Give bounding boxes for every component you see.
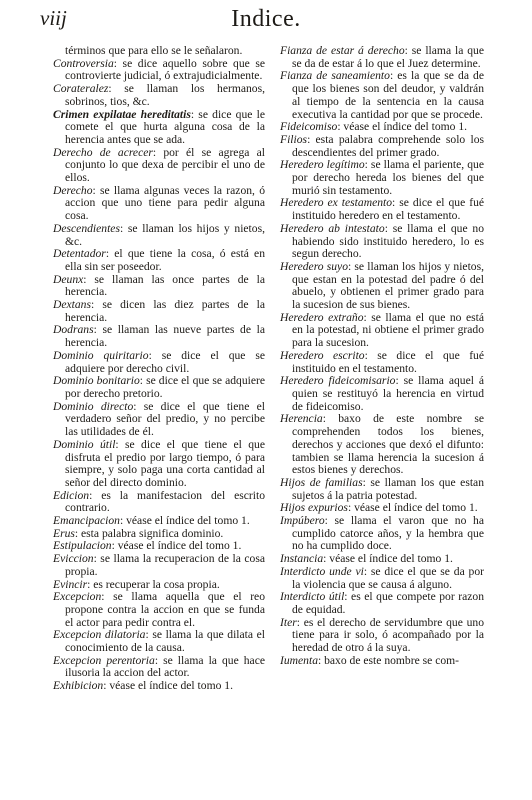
index-entry	[53, 185, 265, 223]
index-term: Hijos de familias	[280, 475, 363, 489]
index-term: Hijos expurios	[280, 501, 348, 515]
index-entry	[280, 197, 484, 222]
index-definition: : se llaman los hijos y nietos, &c.	[65, 221, 265, 248]
index-entry	[280, 45, 484, 70]
index-term: Dominio bonitario	[53, 374, 140, 388]
index-entry	[280, 477, 484, 502]
index-term: Evincir	[53, 577, 88, 591]
index-entry	[53, 83, 265, 108]
index-term: Heredero extraño	[280, 310, 364, 324]
index-definition: : véase el índice del tomo 1.	[347, 501, 478, 515]
index-definition: : se llaman las once partes de la herencia.	[65, 272, 265, 299]
index-term: Excepcion	[53, 590, 102, 604]
index-entry	[53, 439, 265, 490]
index-definition: : se llama aquel á quien se restituyó la herencia en virtud de fideicomiso.	[292, 374, 484, 413]
index-definition: : se llaman los hermanos, sobrinos, tios, &c.	[65, 82, 265, 108]
index-term: Detentador	[53, 247, 106, 261]
index-term: Iter	[280, 615, 297, 629]
index-entry	[280, 159, 484, 197]
index-entry	[280, 515, 484, 553]
index-term: Heredero ex testamento	[280, 196, 393, 210]
index-term: Fianza de saneamiento	[280, 69, 390, 83]
index-entry	[53, 350, 265, 375]
index-definition: : es la manifestacion del escrito contrario.	[65, 488, 265, 515]
index-term: Heredero escrito	[280, 348, 365, 362]
index-entry	[280, 617, 484, 655]
index-entry	[280, 655, 484, 668]
index-entry	[53, 553, 265, 578]
index-entry	[53, 109, 265, 147]
index-term: Edicion	[53, 488, 90, 502]
index-entry	[53, 375, 265, 400]
index-definition: : es recuperar la cosa propia.	[87, 577, 220, 591]
index-definition: : baxo de este nombre se comprehenden todos los bienes, derechos y acciones que dexó el difunto: tambien se llama herencia la sucesion á estos bienes y derechos.	[292, 412, 484, 477]
index-definition: : se llama la que dilata el conocimiento de la causa.	[65, 628, 266, 655]
index-entry	[280, 134, 484, 159]
index-term: Interdicto útil	[280, 590, 345, 604]
index-term: Estipulacion	[53, 539, 112, 553]
index-term: Deunx	[53, 272, 84, 286]
index-term: Heredero legítimo	[280, 158, 365, 172]
index-entry	[53, 299, 265, 324]
index-entry	[53, 58, 265, 83]
index-term: Excepcion dilatoria	[53, 628, 146, 642]
index-definition: : se llama el que no está en la potestad, ni obtiene el primer grado para la sucesion.	[292, 310, 484, 350]
index-term: Erus	[53, 526, 75, 540]
index-term: Herencia	[280, 412, 323, 426]
index-definition: : se llama el varon que no ha cumplido catorce años, y la hembra que no ha cumplido doce.	[292, 514, 484, 553]
index-entry	[53, 680, 265, 693]
index-definition: : se llama la que hace ilusoria la accion del actor.	[65, 653, 265, 680]
index-term: Derecho	[53, 183, 93, 197]
index-entry	[53, 401, 265, 439]
index-entry	[53, 147, 265, 185]
index-definition: : se llama algunas veces la razon, ó accion que uno tiene para pedir alguna cosa.	[65, 183, 265, 223]
index-definition: : véase el índice del tomo 1.	[119, 514, 250, 528]
index-definition: : se dice el que se adquiere por derecho pretorio.	[65, 374, 265, 400]
index-definition: : véase el índice del tomo 1.	[103, 679, 233, 693]
index-term: Instancia	[280, 552, 324, 566]
index-entry	[280, 591, 484, 616]
index-entry	[280, 261, 484, 312]
index-definition: : esta palabra comprehende solo los descendientes del primer grado.	[292, 132, 484, 159]
index-definition: : se dice que le comete el que hurta alguna cosa de la herencia antes que se ada.	[65, 107, 265, 146]
index-entry	[280, 350, 484, 375]
index-term: Interdicto unde vi	[280, 564, 364, 578]
index-definition: : se llama la que se da de estar á lo que el Juez determine.	[292, 44, 484, 70]
index-definition: : se llama el que no habiendo sido instituido heredero, lo es segun derecho.	[292, 221, 484, 261]
index-definition: : se dice el que fué instituido en el testamento.	[292, 348, 484, 375]
index-entry	[53, 223, 265, 248]
index-entry	[53, 274, 265, 299]
index-definition: : se dice el que tiene el verdadero señor del predio, y no percibe las utilidades de él.	[65, 399, 265, 439]
index-entry	[53, 248, 265, 273]
index-definition: : se llaman las nueve partes de la herencia.	[65, 323, 265, 350]
index-term: Descendientes	[53, 221, 120, 235]
index-definition: : se llaman los hijos y nietos, que estan en la potestad del padre ó del abuelo, y obtienen el primer grado para la sucesion de sus bienes.	[292, 259, 485, 312]
index-definition: : esta palabra significa dominio.	[74, 526, 224, 540]
index-term: Dodrans	[53, 323, 94, 337]
index-definition: : se llama aquella que el reo propone contra la accion en que se funda el actor para pedir contra el.	[65, 590, 265, 629]
left-column	[53, 45, 265, 693]
index-definition: : es la que se da de que los bienes son del deudor, y valdrán al tiempo de la sentencia en la causa executiva la cantidad por que se procede.	[292, 69, 484, 121]
index-term: Controversia	[53, 56, 114, 70]
index-entry	[280, 223, 484, 261]
index-term: Heredero suyo	[280, 259, 349, 273]
index-definition: : se llama el pariente, que por derecho hereda los bienes del que murió sin testamento.	[292, 158, 484, 197]
index-definition: términos que para ello se le señalaron.	[65, 44, 243, 57]
index-entry	[280, 312, 484, 350]
index-entry	[53, 490, 265, 515]
index-term: Crimen expilatae hereditatis	[53, 107, 191, 121]
index-definition: : se llama la recuperacion de la cosa propia.	[65, 552, 265, 578]
index-entry	[53, 324, 265, 349]
index-entry	[53, 629, 265, 654]
index-definition: : es el que compete por razon de equidad.	[292, 590, 484, 616]
index-definition: : véase el índice del tomo 1.	[323, 552, 453, 566]
index-term: Derecho de acrecer	[53, 145, 153, 159]
index-term: Corateralez	[53, 82, 109, 96]
index-definition: : se dice el que se da por la violencia que se causa á alguno.	[292, 564, 485, 591]
running-header-title: Indice.	[231, 6, 301, 32]
index-definition: : baxo de este nombre se com-	[318, 653, 460, 667]
page-number: viij	[40, 6, 67, 30]
index-definition: : véase el índice del tomo 1.	[111, 539, 242, 553]
index-term: Dextans	[53, 298, 91, 312]
index-entry	[280, 566, 484, 591]
index-term: Dominio útil	[53, 437, 116, 451]
index-entry	[280, 375, 484, 413]
index-term: Eviccion	[53, 552, 94, 566]
index-definition: : se dice aquello sobre que se controvierte judicial, ó extrajudicialmente.	[65, 56, 265, 83]
index-definition: : es el derecho de servidumbre que uno tiene para ir solo, ó acompañado por la heredad de otro á la suya.	[292, 615, 484, 655]
index-entry	[53, 655, 265, 680]
index-definition: : por él se agrega al conjunto lo que dexa de percibir el uno de ellos.	[65, 145, 266, 185]
index-term: Emancipacion	[53, 514, 120, 528]
index-definition: : se dicen las diez partes de la herencia.	[65, 298, 265, 324]
index-term: Fianza de estar á derecho	[280, 44, 405, 57]
index-term: Filios	[280, 132, 308, 146]
index-term: Dominio quiritario	[53, 348, 149, 362]
index-definition: : se dice el que tiene el que disfruta el predio por largo tiempo, ó para siempre, y solo paga una corta cantidad al señor del directo dominio.	[65, 437, 265, 489]
index-entry	[53, 591, 265, 629]
index-term: Heredero ab intestato	[280, 221, 385, 235]
right-column	[280, 45, 484, 667]
index-definition: : se llaman los que estan sujetos á la patria potestad.	[292, 475, 484, 502]
index-term: Excepcion perentoria	[53, 653, 155, 667]
index-term: Impúbero	[280, 514, 325, 528]
index-term: Fideicomiso	[280, 120, 338, 134]
index-definition: : el que tiene la cosa, ó está en ella sin ser poseedor.	[65, 247, 265, 273]
index-definition: : se dice el que fué instituido heredero en el testamento.	[292, 196, 485, 223]
index-definition: : se dice el que se adquiere por derecho civil.	[65, 348, 265, 375]
index-term: Iumenta	[280, 653, 318, 667]
index-term: Exhibicion	[53, 679, 104, 693]
index-entry	[280, 70, 484, 121]
index-definition: : véase el índice del tomo 1.	[337, 120, 468, 134]
index-term: Heredero fideicomisario	[280, 374, 396, 388]
index-term: Dominio directo	[53, 399, 134, 413]
index-entry	[280, 413, 484, 477]
